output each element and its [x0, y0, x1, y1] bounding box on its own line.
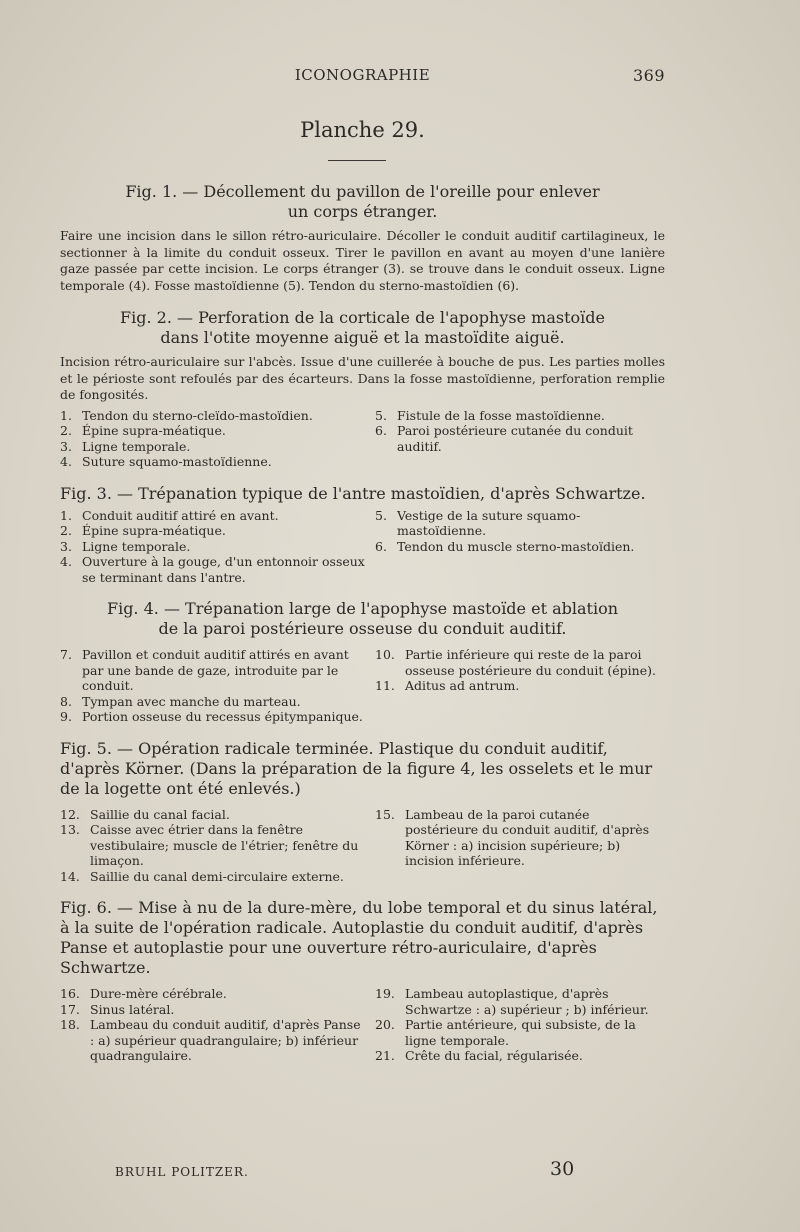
legend-number: 21. [375, 1048, 395, 1063]
figure-2-title-line2: dans l'otite moyenne aiguë et la mastoïdite aiguë. [160, 328, 565, 347]
legend-item [60, 439, 365, 455]
figure-3-legend [60, 508, 665, 586]
figure-2-title [60, 308, 665, 348]
figure-2-title-line1: Fig. 2. — Perforation de la corticale de l'apophyse mastoïde [120, 308, 605, 327]
legend-number: 18. [60, 1017, 80, 1032]
legend-item [60, 508, 365, 524]
plate-legend [60, 182, 665, 1078]
figure-3-legend-left [60, 508, 375, 586]
legend-item [60, 1017, 365, 1064]
legend-text: Fistule de la fosse mastoïdienne. [397, 407, 605, 423]
figure-6-title: Fig. 6. — Mise à nu de la dure-mère, du lobe temporal et du sinus latéral, à la suite de l'opération radicale. Autoplastie du conduit auditif, d'après Panse et autoplastie pour une ouverture rétro-auriculaire, d'après Schwartze. [60, 898, 658, 977]
legend-text: Ouverture à la gouge, d'un entonnoir osseux se terminant dans l'antre. [82, 554, 365, 585]
legend-number: 6. [375, 423, 387, 438]
legend-text: Portion osseuse du recessus épitympanique. [82, 709, 363, 724]
legend-number: 5. [375, 507, 387, 523]
legend-item [60, 822, 365, 869]
legend-number: 20. [375, 1017, 395, 1032]
legend-number: 2. [60, 423, 72, 438]
figure-1-title-line1: Fig. 1. — Décollement du pavillon de l'oreille pour enlever [125, 182, 600, 201]
figure-5-legend [60, 807, 665, 885]
figure-6-legend [60, 986, 665, 1064]
legend-text: Partie antérieure, qui subsiste, de la ligne temporale. [405, 1017, 636, 1048]
legend-text: Partie inférieure qui reste de la paroi osseuse postérieure du conduit (épine). [405, 647, 656, 678]
figure-2-legend [60, 408, 665, 470]
legend-item [375, 539, 665, 555]
legend-number: 16. [60, 986, 80, 1001]
figure-3-title: Fig. 3. — Trépanation typique de l'antre mastoïdien, d'après Schwartze. [60, 483, 646, 503]
legend-number: 7. [60, 647, 72, 662]
legend-item [60, 986, 365, 1002]
legend-item [60, 1002, 365, 1018]
legend-item [60, 454, 365, 470]
legend-item [60, 408, 365, 424]
legend-number: 9. [60, 709, 72, 724]
figure-5-title: Fig. 5. — Opération radicale terminée. Plastique du conduit auditif, d'après Körner. (Dans la préparation de la figure 4, les osselets et le mur de la logette ont été enlevés.) [60, 738, 653, 798]
legend-number: 15. [375, 806, 395, 822]
signature-number: 30 [550, 1158, 575, 1180]
legend-text: Paroi postérieure cutanée du conduit auditif. [397, 423, 633, 454]
figure-3-legend-right [375, 508, 665, 586]
figure-2-section [60, 308, 665, 470]
figure-1-title [60, 182, 665, 222]
legend-text: Vestige de la suture squamo-mastoïdienne. [397, 507, 581, 538]
legend-text: Lambeau autoplastique, d'après Schwartze : a) supérieur ; b) inférieur. [405, 986, 649, 1017]
figure-4-title-line1: Fig. 4. — Trépanation large de l'apophyse mastoïde et ablation [106, 599, 619, 618]
legend-number: 6. [375, 538, 387, 554]
legend-text: Tympan avec manche du marteau. [82, 693, 301, 709]
figure-2-legend-right [375, 408, 665, 470]
legend-item [375, 423, 665, 454]
figure-5-legend-right [375, 807, 665, 885]
title-rule [328, 160, 386, 161]
legend-item [375, 807, 665, 869]
figure-4-title-line2: de la paroi postérieure osseuse du conduit auditif. [158, 619, 567, 638]
page-number: 369 [632, 66, 665, 85]
legend-text: Aditus ad antrum. [405, 678, 520, 693]
legend-item [60, 423, 365, 439]
figure-4-title [60, 599, 665, 639]
legend-item [60, 539, 365, 555]
figure-4-section [60, 599, 665, 725]
legend-text: Pavillon et conduit auditif attirés en avant par une bande de gaze, introduite par le conduit. [82, 647, 349, 693]
legend-text: Sinus latéral. [90, 1001, 175, 1017]
legend-item [60, 554, 365, 585]
legend-text: Lambeau du conduit auditif, d'après Panse : a) supérieur quadrangulaire; b) inférieur quadrangulaire. [90, 1017, 361, 1063]
figure-3-section [60, 484, 665, 586]
legend-item [375, 508, 665, 539]
legend-number: 1. [60, 507, 72, 523]
footer-author: BRUHL POLITZER. [115, 1165, 249, 1179]
legend-text: Épine supra-méatique. [82, 423, 226, 438]
legend-number: 19. [375, 986, 395, 1001]
legend-text: Épine supra-méatique. [82, 523, 226, 538]
legend-item [60, 807, 365, 823]
legend-number: 3. [60, 438, 72, 454]
figure-5-legend-left [60, 807, 375, 885]
legend-item [375, 678, 665, 694]
legend-item [375, 647, 665, 678]
legend-text: Tendon du sterno-cleïdo-mastoïdien. [82, 407, 313, 423]
legend-text: Crête du facial, régularisée. [405, 1048, 583, 1063]
figure-1-description: Faire une incision dans le sillon rétro-auriculaire. Décoller le conduit auditif cartilagineux, le sectionner à la limite du conduit osseux. Tirer le pavillon en avant au moyen d'une lanière gaze passée par cette incision. Le corps étranger (3). se trouve dans le conduit osseux. Ligne temporale (4). Fosse mastoïdienne (5). Tendon du sterno-mastoïdien (6). [60, 228, 665, 293]
legend-text: Suture squamo-mastoïdienne. [82, 454, 272, 469]
figure-1-section [60, 182, 665, 294]
legend-number: 4. [60, 454, 72, 469]
legend-item [60, 694, 365, 710]
legend-number: 14. [60, 868, 80, 884]
legend-number: 13. [60, 822, 80, 837]
figure-2-description: Incision rétro-auriculaire sur l'abcès. Issue d'une cuillerée à bouche de pus. Les parties molles et le périoste sont refoulés par des écarteurs. Dans la fosse mastoïdienne, perforation remplie de fongosités. [60, 354, 665, 402]
figure-4-legend [60, 647, 665, 725]
legend-text: Caisse avec étrier dans la fenêtre vestibulaire; muscle de l'étrier; fenêtre du limaçon. [90, 822, 359, 868]
legend-item [375, 1048, 665, 1064]
legend-number: 10. [375, 647, 395, 662]
legend-text: Ligne temporale. [82, 538, 191, 554]
legend-item [60, 709, 365, 725]
legend-text: Dure-mère cérébrale. [90, 986, 227, 1001]
legend-text: Saillie du canal facial. [90, 806, 230, 822]
legend-item [375, 986, 665, 1017]
figure-6-section [60, 898, 665, 1064]
figure-4-legend-left [60, 647, 375, 725]
legend-text: Tendon du muscle sterno-mastoïdien. [397, 538, 635, 554]
legend-text: Conduit auditif attiré en avant. [82, 507, 279, 523]
legend-number: 17. [60, 1001, 80, 1017]
legend-text: Ligne temporale. [82, 438, 191, 454]
legend-item [60, 523, 365, 539]
legend-text: Lambeau de la paroi cutanée postérieure du conduit auditif, d'après Körner : a) incision supérieure; b) incision inférieure. [405, 806, 650, 868]
legend-item [375, 1017, 665, 1048]
plate-title: Planche 29. [300, 118, 425, 142]
legend-number: 11. [375, 678, 395, 693]
legend-number: 1. [60, 407, 72, 423]
header-title: ICONOGRAPHIE [294, 66, 431, 84]
figure-6-legend-right [375, 986, 665, 1064]
legend-number: 8. [60, 693, 72, 709]
legend-item [375, 408, 665, 424]
figure-4-legend-right [375, 647, 665, 725]
legend-number: 4. [60, 554, 72, 569]
legend-item [60, 869, 365, 885]
figure-6-legend-left [60, 986, 375, 1064]
legend-text: Saillie du canal demi-circulaire externe. [90, 868, 344, 884]
figure-2-legend-left [60, 408, 375, 470]
figure-5-section [60, 739, 665, 885]
legend-number: 2. [60, 523, 72, 538]
legend-item [60, 647, 365, 694]
figure-1-title-line2: un corps étranger. [287, 202, 438, 221]
legend-number: 5. [375, 407, 387, 423]
legend-number: 12. [60, 806, 80, 822]
legend-number: 3. [60, 538, 72, 554]
